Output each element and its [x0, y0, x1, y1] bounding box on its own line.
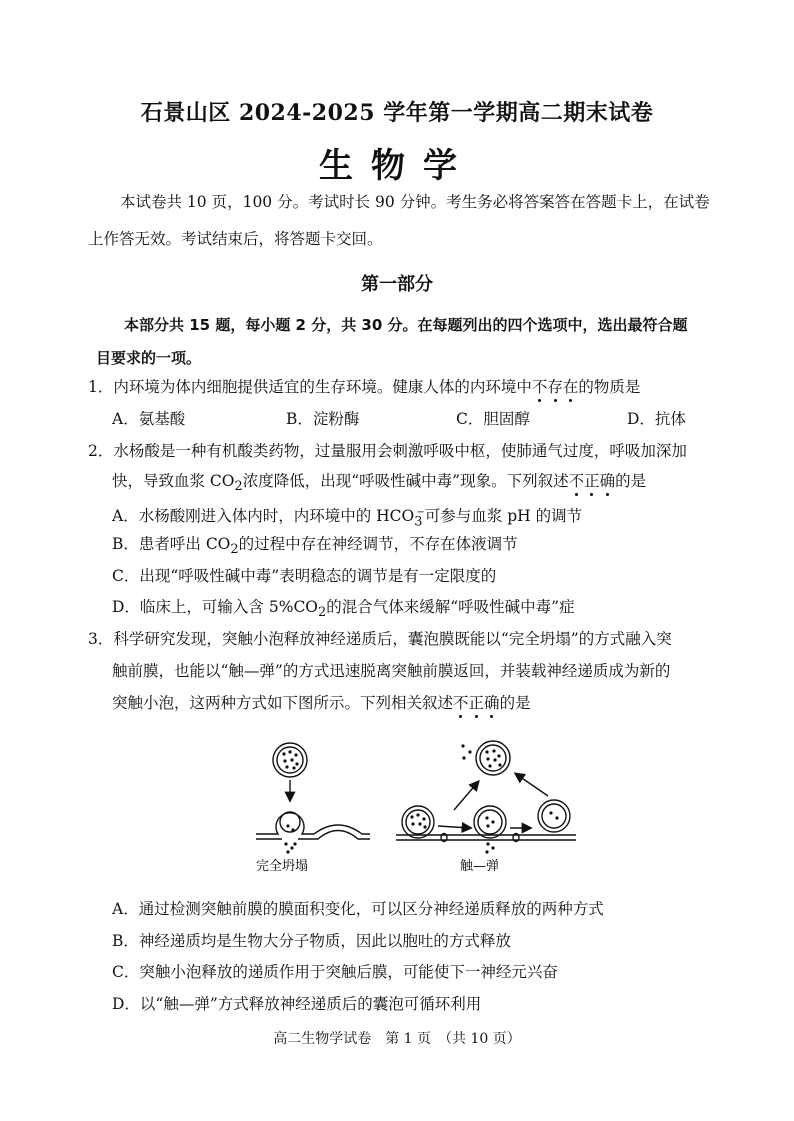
q2-a-sub: 3: [414, 514, 423, 530]
q3-text-b: 的是: [499, 694, 531, 712]
q2-option-a[interactable]: [112, 502, 582, 533]
emphasis-char: 确: [599, 472, 616, 490]
q2-a-text-b: 可参与血浆 pH 的调节: [424, 507, 583, 526]
q2-b-sub: 2: [230, 542, 239, 558]
q1-option-d[interactable]: D．抗体: [627, 410, 686, 428]
q3-option-a[interactable]: A．通过检测突触前膜的膜面积变化，可以区分神经递质释放的两种方式: [112, 900, 604, 918]
part-title: 第一部分: [361, 274, 433, 295]
q3-option-b[interactable]: B．神经递质均是生物大分子物质，因此以胞吐的方式释放: [112, 932, 511, 950]
q2-text-b: 浓度降低，出现“呼吸性碱中毒”现象。下列叙述: [242, 472, 569, 490]
arrow-up-right: [454, 782, 478, 810]
q3-stem-line-3: [112, 692, 531, 714]
vesicle-docked-1: [402, 806, 434, 838]
q3-text-a: 突触小泡，这两种方式如下图所示。下列相关叙述: [112, 694, 454, 712]
q2-b-text-b: 的过程中存在神经调节，不存在体液调节: [238, 535, 518, 553]
vesicle-empty: [538, 800, 570, 832]
emphasis-char: 不: [453, 694, 469, 712]
part-intro-line-1: 本部分共 15 题，每小题 2 分，共 30 分。在每题列出的四个选项中，选出最符合题: [124, 316, 688, 334]
q2-text-c: 的是: [615, 472, 647, 490]
emphasis-char: 正: [468, 694, 485, 712]
q3-stem-line-1: 3．科学研究发现，突触小泡释放神经递质后，囊泡膜既能以“完全坍塌”的方式融入突: [88, 630, 672, 648]
intro-line-1: 本试卷共 10 页，100 分。考试时长 90 分钟。考生务必将答案答在答题卡上，在试卷: [120, 193, 710, 211]
q1-stem: [88, 376, 640, 398]
page-footer: 高二生物学试卷 第 1 页 （共 10 页）: [273, 1031, 521, 1047]
q2-option-d[interactable]: [112, 596, 575, 624]
q2-d-sub: 2: [318, 605, 327, 621]
emphasis-char: 不: [531, 378, 548, 396]
q1-option-a[interactable]: A．氨基酸: [112, 410, 186, 428]
vesicle-docked-2: [474, 806, 506, 838]
q2-text-a: 快，导致血浆 CO: [112, 472, 235, 490]
q1-option-c[interactable]: C．胆固醇: [456, 410, 530, 428]
q1-option-b[interactable]: B．淀粉酶: [286, 410, 360, 428]
vesicle-loaded-left: [273, 743, 307, 777]
q3-emphasis: [453, 694, 500, 712]
emphasis-char: 正: [584, 472, 600, 490]
q2-d-text-b: 的混合气体来缓解“呼吸性碱中毒”症: [326, 598, 575, 616]
vesicle-loaded-right: [476, 741, 510, 775]
q3-stem-line-2: 触前膜，也能以“触—弹”的方式迅速脱离突触前膜返回，并装载神经递质成为新的: [112, 662, 671, 680]
q2-option-c[interactable]: C．出现“呼吸性碱中毒”表明稳态的调节是有一定限度的: [112, 567, 497, 585]
membrane-collapse: [256, 813, 370, 834]
q2-a-sup: −: [416, 507, 425, 518]
part-intro-line-2: 目要求的一项。: [96, 349, 202, 367]
arrow-mid-1: [438, 826, 470, 828]
q1-stem-text: 1．内环境为体内细胞提供适宜的生存环境。健康人体的内环境中: [88, 378, 532, 396]
intro-line-2: 上作答无效。考试结束后，将答题卡交回。: [88, 230, 383, 248]
q3-option-c[interactable]: C．突触小泡释放的递质作用于突触后膜，可能使下一神经元兴奋: [112, 963, 558, 981]
label-full-collapse: 完全坍塌: [256, 859, 309, 874]
emphasis-char: 确: [484, 694, 500, 712]
emphasis-char: 不: [568, 472, 585, 490]
q1-emphasis: [532, 378, 579, 396]
q2-b-text: B．患者呼出 CO: [112, 535, 231, 553]
arrow-top-right: [516, 774, 548, 796]
emphasis-char: 存: [547, 378, 563, 396]
q2-d-text: D．临床上，可输入含 5%CO: [112, 598, 319, 616]
q2-emphasis: [569, 472, 616, 490]
q2-stem-line-2: [112, 470, 646, 498]
q2-sub: 2: [234, 479, 243, 495]
q2-stem-line-1: 2．水杨酸是一种有机酸类药物，过量服用会刺激呼吸中枢，使肺通气过度，呼吸加深加: [88, 442, 687, 460]
vesicle-release-diagram: [248, 738, 588, 878]
subject-title: 生物学: [319, 146, 475, 186]
q1-stem-end: 的物质是: [578, 378, 641, 396]
q3-option-d[interactable]: D．以“触—弹”方式释放神经递质后的囊泡可循环利用: [112, 995, 482, 1013]
label-kiss-and-run: 触—弹: [460, 859, 500, 874]
q2-a-text: A．水杨酸刚进入体内时，内环境中的 HCO: [112, 507, 415, 526]
emphasis-char: 在: [562, 378, 579, 396]
q2-option-b[interactable]: [112, 533, 518, 561]
exam-title: 石景山区 2024-2025 学年第一学期高二期末试卷: [140, 100, 654, 126]
